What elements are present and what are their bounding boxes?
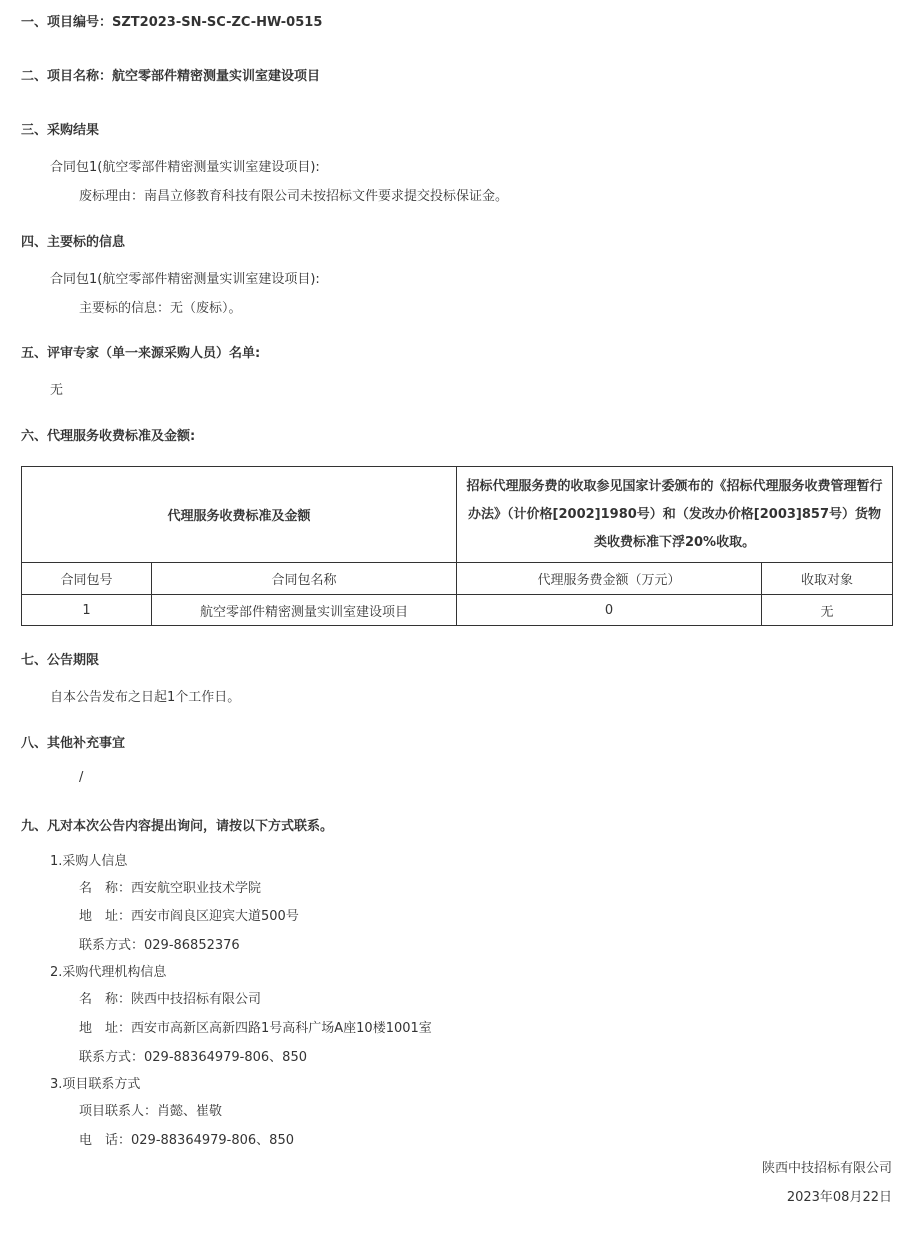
project-contact-phone: 电 话：029-88364979-806、850 — [79, 1133, 294, 1148]
column-header-package-name: 合同包名称 — [152, 563, 457, 595]
other-matters-value: / — [79, 770, 84, 785]
contact-heading: 九、凡对本次公告内容提出询问，请按以下方式联系。 — [21, 819, 334, 834]
agency-address: 地 址：西安市高新区高新四路1号高科广场A座10楼1001室 — [79, 1021, 432, 1036]
project-number-value: SZT2023-SN-SC-ZC-HW-0515 — [112, 15, 323, 30]
fee-table-header-row — [22, 467, 893, 563]
notice-period-value: 自本公告发布之日起1个工作日。 — [50, 690, 241, 705]
main-subject-info: 主要标的信息：无（废标）。 — [79, 301, 242, 316]
agency-fee-heading: 六、代理服务收费标准及金额: — [21, 429, 196, 444]
column-header-charge-target: 收取对象 — [762, 563, 893, 595]
agency-info-heading: 2.采购代理机构信息 — [50, 965, 167, 980]
column-header-fee-amount: 代理服务费金额（万元） — [457, 563, 762, 595]
cell-fee-amount: 0 — [457, 595, 762, 626]
procurement-result-package: 合同包1(航空零部件精密测量实训室建设项目): — [50, 160, 320, 175]
cell-charge-target: 无 — [762, 595, 893, 626]
project-contact-heading: 3.项目联系方式 — [50, 1077, 141, 1092]
cell-package-name: 航空零部件精密测量实训室建设项目 — [152, 595, 457, 626]
table-row — [22, 595, 893, 626]
footer-organization: 陕西中技招标有限公司 — [761, 1161, 892, 1176]
review-experts-heading: 五、评审专家（单一来源采购人员）名单: — [21, 346, 261, 361]
purchaser-address: 地 址：西安市阎良区迎宾大道500号 — [79, 909, 299, 924]
cell-package-no: 1 — [22, 595, 152, 626]
other-matters-heading: 八、其他补充事宜 — [21, 736, 126, 751]
agency-fee-table — [21, 466, 893, 626]
project-contact-person: 项目联系人：肖懿、崔敬 — [79, 1104, 223, 1119]
project-number-label: 一、项目编号： — [21, 15, 113, 30]
main-subject-heading: 四、主要标的信息 — [21, 235, 126, 250]
purchaser-name: 名 称：西安航空职业技术学院 — [79, 881, 262, 896]
purchaser-contact: 联系方式：029-86852376 — [79, 938, 240, 953]
column-header-package-no: 合同包号 — [22, 563, 152, 595]
footer-date: 2023年08月22日 — [786, 1190, 892, 1205]
purchaser-info-heading: 1.采购人信息 — [50, 854, 128, 869]
review-experts-value: 无 — [50, 383, 64, 398]
fee-standard-label: 代理服务收费标准及金额 — [22, 467, 457, 563]
procurement-result-heading: 三、采购结果 — [21, 123, 100, 138]
project-name-heading — [21, 65, 320, 84]
project-number-heading — [21, 11, 322, 30]
agency-contact: 联系方式：029-88364979-806、850 — [79, 1050, 307, 1065]
procurement-result-reason: 废标理由：南昌立修教育科技有限公司未按招标文件要求提交投标保证金。 — [79, 189, 509, 204]
fee-table-column-row — [22, 563, 893, 595]
agency-name: 名 称：陕西中技招标有限公司 — [79, 992, 262, 1007]
fee-standard-description: 招标代理服务费的收取参见国家计委颁布的《招标代理服务收费管理暂行办法》（计价格[2002]1980号）和（发改办价格[2003]857号）货物类收费标准下浮20%收取。 — [457, 467, 893, 563]
notice-period-heading: 七、公告期限 — [21, 653, 100, 668]
project-name-label: 二、项目名称： — [21, 69, 113, 84]
project-name-value: 航空零部件精密测量实训室建设项目 — [112, 69, 321, 84]
main-subject-package: 合同包1(航空零部件精密测量实训室建设项目): — [50, 272, 320, 287]
